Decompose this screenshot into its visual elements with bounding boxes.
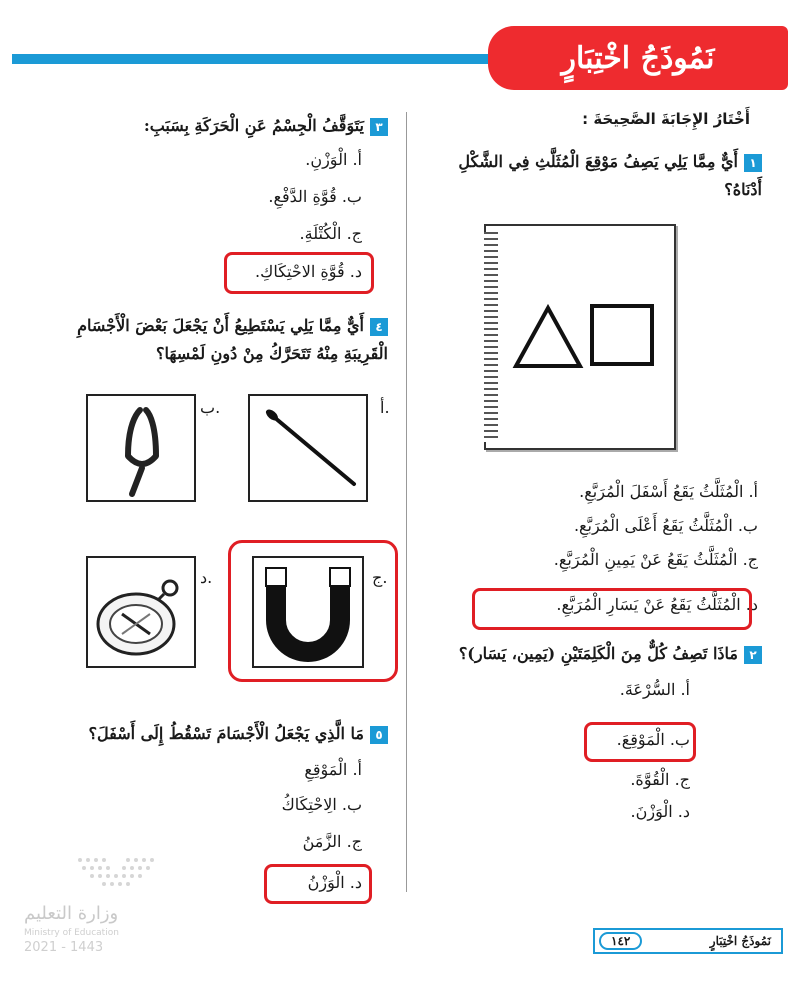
tuning-fork-icon [88, 396, 194, 500]
q5-option-c[interactable]: ج. الزَّمَنُ [302, 832, 362, 851]
page-footer [593, 928, 783, 954]
footer-label: نَمُوذَجُ اخْتِبَارٍ [709, 934, 771, 948]
q1-answer-highlight [472, 588, 752, 630]
question-text: أَيٌّ مِمَّا يَلِي يَسْتَطِيعُ أَنْ يَجْعَلَ بَعْضَ الْأَجْسَامِ الْقَرِيبَةِ مِنْهُ تَتَحَرَّكُ مِنْ دُونِ لَمْسِهَا؟ [77, 316, 388, 363]
q2-answer-highlight [584, 722, 696, 762]
q5-option-d[interactable]: د. الْوَزْنُ [307, 873, 362, 892]
question-4 [38, 312, 388, 368]
question-text: يَتَوَقَّفُ الْجِسْمُ عَنِ الْحَرَكَةِ بِسَبَبِ: [143, 116, 364, 135]
question-text: مَا الَّذِي يَجْعَلُ الْأَجْسَامَ تَسْقُطُ إِلَى أَسْفَلَ؟ [88, 724, 364, 743]
q4-option-d[interactable] [86, 556, 196, 668]
ministry-name-english: Ministry of Education [24, 928, 119, 938]
question-number: ٢ [744, 646, 762, 664]
question-3 [48, 112, 388, 140]
instruction-text: أَخْتَارُ الإِجَابَةَ الصَّحِيحَةَ : [582, 110, 750, 128]
q4-label-a: أ. [380, 398, 390, 417]
question-number: ٤ [370, 318, 388, 336]
q2-option-d[interactable]: د. الْوَزْنَ. [630, 802, 690, 821]
ministry-year: 2021 - 1443 [24, 940, 104, 955]
question-number: ١ [744, 154, 762, 172]
question-text: مَاذَا تَصِفُ كُلٌّ مِنَ الْكَلِمَتَيْنِ (يَمِين، يَسَار)؟ [458, 644, 738, 663]
question-number: ٥ [370, 726, 388, 744]
q5-option-b[interactable]: ب. الِاحْتِكَاكُ [281, 795, 362, 814]
q3-answer-highlight [224, 252, 374, 294]
q1-option-d[interactable]: د. الْمُثَلَّثُ يَقَعُ عَنْ يَسَارِ الْمُرَبَّعِ. [556, 595, 758, 614]
q5-answer-highlight [264, 864, 372, 904]
question-2 [402, 640, 762, 668]
question-1 [422, 148, 762, 204]
page-number: ١٤٢ [599, 932, 642, 950]
q4-label-d: د. [200, 568, 213, 587]
q3-option-b[interactable]: ب. قُوَّةِ الدَّفْعِ. [268, 187, 362, 206]
question-5 [58, 720, 388, 748]
q1-option-a[interactable]: أ. الْمُثَلَّثُ يَقَعُ أَسْفَلَ الْمُرَبَّعِ. [579, 482, 758, 501]
q4-option-b[interactable] [86, 394, 196, 502]
q5-option-a[interactable]: أ. الْمَوْقِعِ [304, 760, 362, 779]
q4-label-b: ب. [200, 398, 221, 417]
q2-option-a[interactable]: أ. السُّرْعَةَ. [619, 680, 690, 699]
shapes-icon [486, 226, 674, 448]
q3-option-c[interactable]: ج. الْكُتْلَةِ. [299, 224, 362, 243]
header-blue-bar [12, 54, 502, 64]
q3-option-a[interactable]: أ. الْوَزْنِ. [305, 150, 362, 169]
q2-option-b[interactable]: ب. الْمَوْقِعَ. [616, 730, 690, 749]
ministry-logo-icon [70, 852, 166, 892]
question-text: أَيٌّ مِمَّا يَلِي يَصِفُ مَوْقِعَ الْمُثَلَّثِ فِي الشَّكْلِ أَدْنَاهُ؟ [458, 152, 762, 199]
q4-option-a[interactable] [248, 394, 368, 502]
q3-option-d[interactable]: د. قُوَّةِ الاحْتِكَاكِ. [255, 262, 362, 281]
column-divider [406, 112, 407, 892]
q2-option-c[interactable]: ج. الْقُوَّةَ. [630, 770, 690, 789]
compass-icon [88, 558, 194, 666]
q1-option-c[interactable]: ج. الْمُثَلَّثُ يَقَعُ عَنْ يَمِينِ الْمُرَبَّعِ. [553, 550, 758, 569]
ministry-name-arabic: وزارة التعليم [24, 903, 119, 924]
notebook-figure [484, 224, 676, 450]
q1-option-b[interactable]: ب. الْمُثَلَّثُ يَقَعُ أَعْلَى الْمُرَبَّعِ. [573, 516, 758, 535]
q4-answer-highlight [228, 540, 398, 682]
page-title: نَمُوذَجُ اخْتِبَارٍ [488, 26, 788, 90]
notebook-spiral [484, 232, 498, 442]
q4-label-c: ج. [372, 568, 388, 587]
stick-icon [250, 396, 366, 500]
question-number: ٣ [370, 118, 388, 136]
